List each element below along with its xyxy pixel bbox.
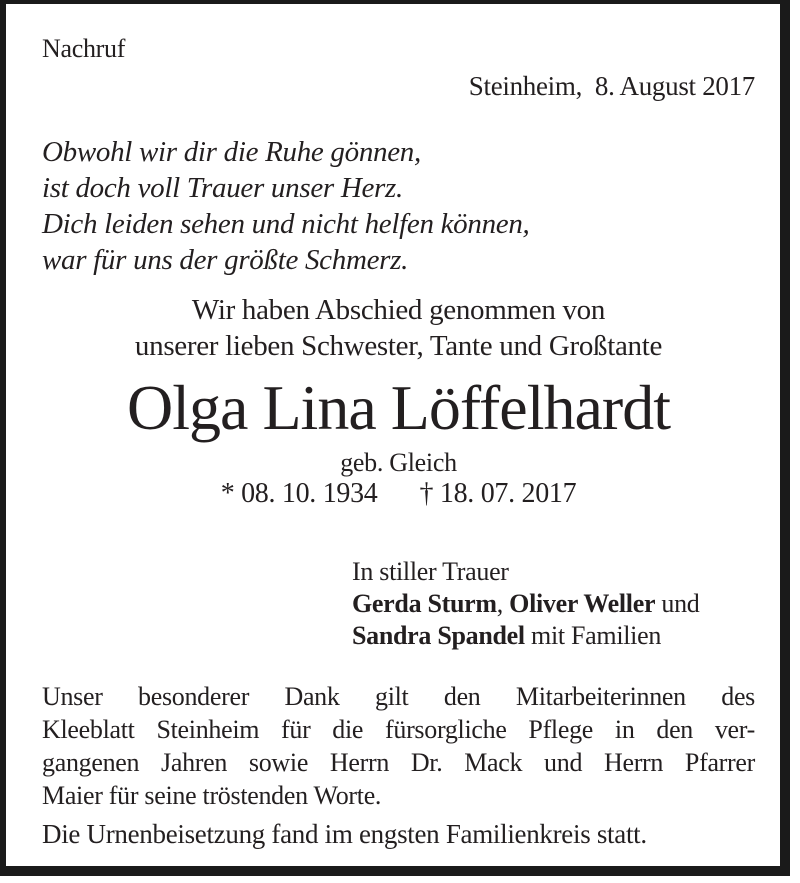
mourning-intro: In stiller Trauer [352, 557, 509, 586]
maiden-name: geb. Gleich [340, 448, 457, 477]
birth-date: * 08. 10. 1934 [220, 478, 378, 509]
memorial-poem [42, 134, 755, 278]
mourners-line [352, 620, 755, 652]
place-date-line: Steinheim, 8. August 2017 [468, 71, 755, 101]
mourner-suffix: mit Familien [524, 621, 662, 650]
mourner-name: Gerda Sturm [352, 589, 497, 618]
poem-line: war für uns der größte Schmerz. [42, 244, 409, 276]
mourner-name: Oliver Weller [509, 589, 656, 618]
mourners-block [352, 556, 755, 652]
thanks-line: Maier für seine tröstenden Worte. [42, 781, 382, 810]
farewell-announcement [42, 292, 755, 364]
poem-line: Dich leiden sehen und nicht helfen können, [42, 208, 530, 240]
death-date: † 18. 07. 2017 [419, 478, 577, 509]
mourners-line [352, 588, 755, 620]
mourner-conjunction: und [655, 589, 700, 618]
thanks-line: Unser besonderer Dank gilt den Mitarbeiterinnen des [42, 682, 755, 711]
notice-type-label: Nachruf [42, 34, 126, 63]
mourner-name: Sandra Spandel [352, 621, 525, 650]
poem-line: Obwohl wir dir die Ruhe gönnen, [42, 136, 421, 168]
life-dates [42, 478, 755, 510]
mourner-separator: , [496, 589, 510, 618]
burial-notice: Die Urnenbeisetzung fand im engsten Familienkreis statt. [42, 819, 647, 849]
obituary-content [6, 4, 780, 866]
deceased-name: Olga Lina Löffelhardt [127, 372, 670, 443]
poem-line: ist doch voll Trauer unser Herz. [42, 172, 403, 204]
thanks-line: gangenen Jahren sowie Herrn Dr. Mack und Herrn Pfarrer [42, 748, 755, 777]
farewell-line: unserer lieben Schwester, Tante und Großtante [134, 330, 663, 362]
thanks-line: Kleeblatt Steinheim für die fürsorgliche Pflege in den ver- [42, 715, 755, 744]
farewell-line: Wir haben Abschied genommen von [191, 294, 606, 326]
thanks-paragraph [42, 680, 755, 812]
